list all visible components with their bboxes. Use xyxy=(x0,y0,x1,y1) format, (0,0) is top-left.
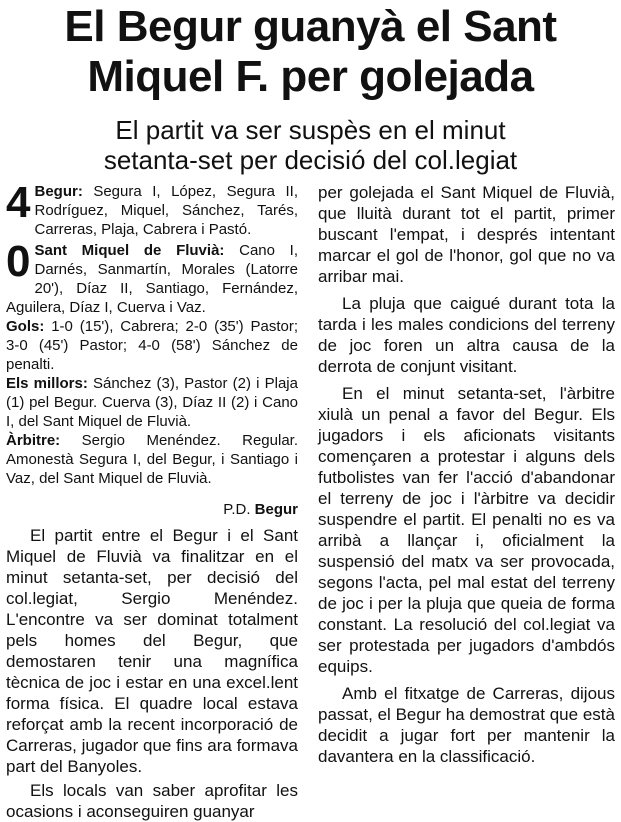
referee-text: Sergio Menéndez. Regular. Amonestà Segura I, del Begur, i Santiago i Vaz, del Sant Miquel de Fluvià. xyxy=(6,432,298,487)
byline xyxy=(6,500,298,519)
article-paragraph: La pluja que caigué durant tota la tarda i les males condicions del terreny de joc foren un altra causa de la derrota de conjunt visitant. xyxy=(318,294,615,376)
away-score: 0 xyxy=(6,237,31,286)
referee-label: Àrbitre: xyxy=(6,432,61,449)
article-paragraph: El partit entre el Begur i el Sant Miquel de Fluvià va finalitzar en el minut setanta-set, per decisió del col.legiat, Sergio Menéndez. L'encontre va ser dominat totalment pels homes del Begur, que demostaren tenir una magnífica tècnica de joc i estar en una excel.lent forma física. El quadre local estava reforçat amb la recent incorporació de Carreras, jugador que fins ara formava part del Banyoles. xyxy=(6,526,298,776)
subheadline-line-1: El partit va ser suspès en el minut xyxy=(115,115,506,145)
article-paragraph-continued: per golejada el Sant Miquel de Fluvià, que lluità durant tot el partit, primer buscant l'empat, i després intentant marcar el gol de l'honor, gol que no va arribar mai. xyxy=(318,183,615,286)
home-lineup-block xyxy=(6,178,298,239)
byline-prefix: P.D. xyxy=(223,501,255,518)
left-column xyxy=(6,178,299,822)
referee-line xyxy=(6,431,298,488)
home-lineup: Segura I, López, Segura II, Rodríguez, Miquel, Sánchez, Tarés, Carreras, Plaja, Cabrera i Pastó. xyxy=(34,183,298,238)
article-paragraph: Amb el fitxatge de Carreras, dijous passat, el Begur ha demostrat que està decidit a jugar fort per mantenir la davantera en la classificació. xyxy=(318,684,615,766)
right-column xyxy=(318,182,615,767)
goals-line xyxy=(6,317,298,374)
home-team-name: Begur: xyxy=(34,183,83,200)
subheadline-line-2: setanta-set per decisió del col.legiat xyxy=(103,145,518,175)
home-score: 4 xyxy=(6,178,31,227)
subheadline xyxy=(0,115,621,175)
away-lineup: Cano I, Darnés, Sanmartín, Morales (Latorre 20'), Díaz II, Santiago, Fernández, Aguilera, Díaz I, Cuerva i Vaz. xyxy=(6,242,299,316)
goals-text: 1-0 (15'), Cabrera; 2-0 (35') Pastor; 3-0 (45') Pastor; 4-0 (58') Sánchez de penalti. xyxy=(6,318,298,373)
goals-label: Gols: xyxy=(6,318,45,335)
headline-line-1: El Begur guanyà el Sant xyxy=(64,2,557,51)
byline-author: Begur xyxy=(254,501,298,518)
away-lineup-block xyxy=(6,237,299,317)
best-players-label: Els millors: xyxy=(6,375,88,392)
article-paragraph: En el minut setanta-set, l'àrbitre xiulà un penal a favor del Begur. Els jugadors i els aficionats visitants començaren a protestar i alguns dels futbolistes van fer l'acció d'abandonar el terreny de joc i l'àrbitre va decidir suspendre el partit. El penalti no es va arribà a llançar i, oficialment la suspensió del matx va ser provocada, segons l'acta, pel mal estat del terreny de joc i per la pluja que queia de forma constant. La resolució del col.legiat va ser protestada per jugadors d'ambdós equips. xyxy=(318,384,615,676)
headline xyxy=(0,2,621,102)
away-team-name: Sant Miquel de Fluvià: xyxy=(34,242,225,259)
article-paragraph: Els locals van saber aprofitar les ocasions i aconseguiren guanyar xyxy=(6,781,298,821)
headline-line-2: Miquel F. per golejada xyxy=(87,52,534,101)
best-players-text: Sánchez (3), Pastor (2) i Plaja (1) pel Begur. Cuerva (3), Díaz II (2) i Cano I, del Sant Miquel de Fluvià. xyxy=(6,375,298,430)
best-players-line xyxy=(6,374,298,431)
